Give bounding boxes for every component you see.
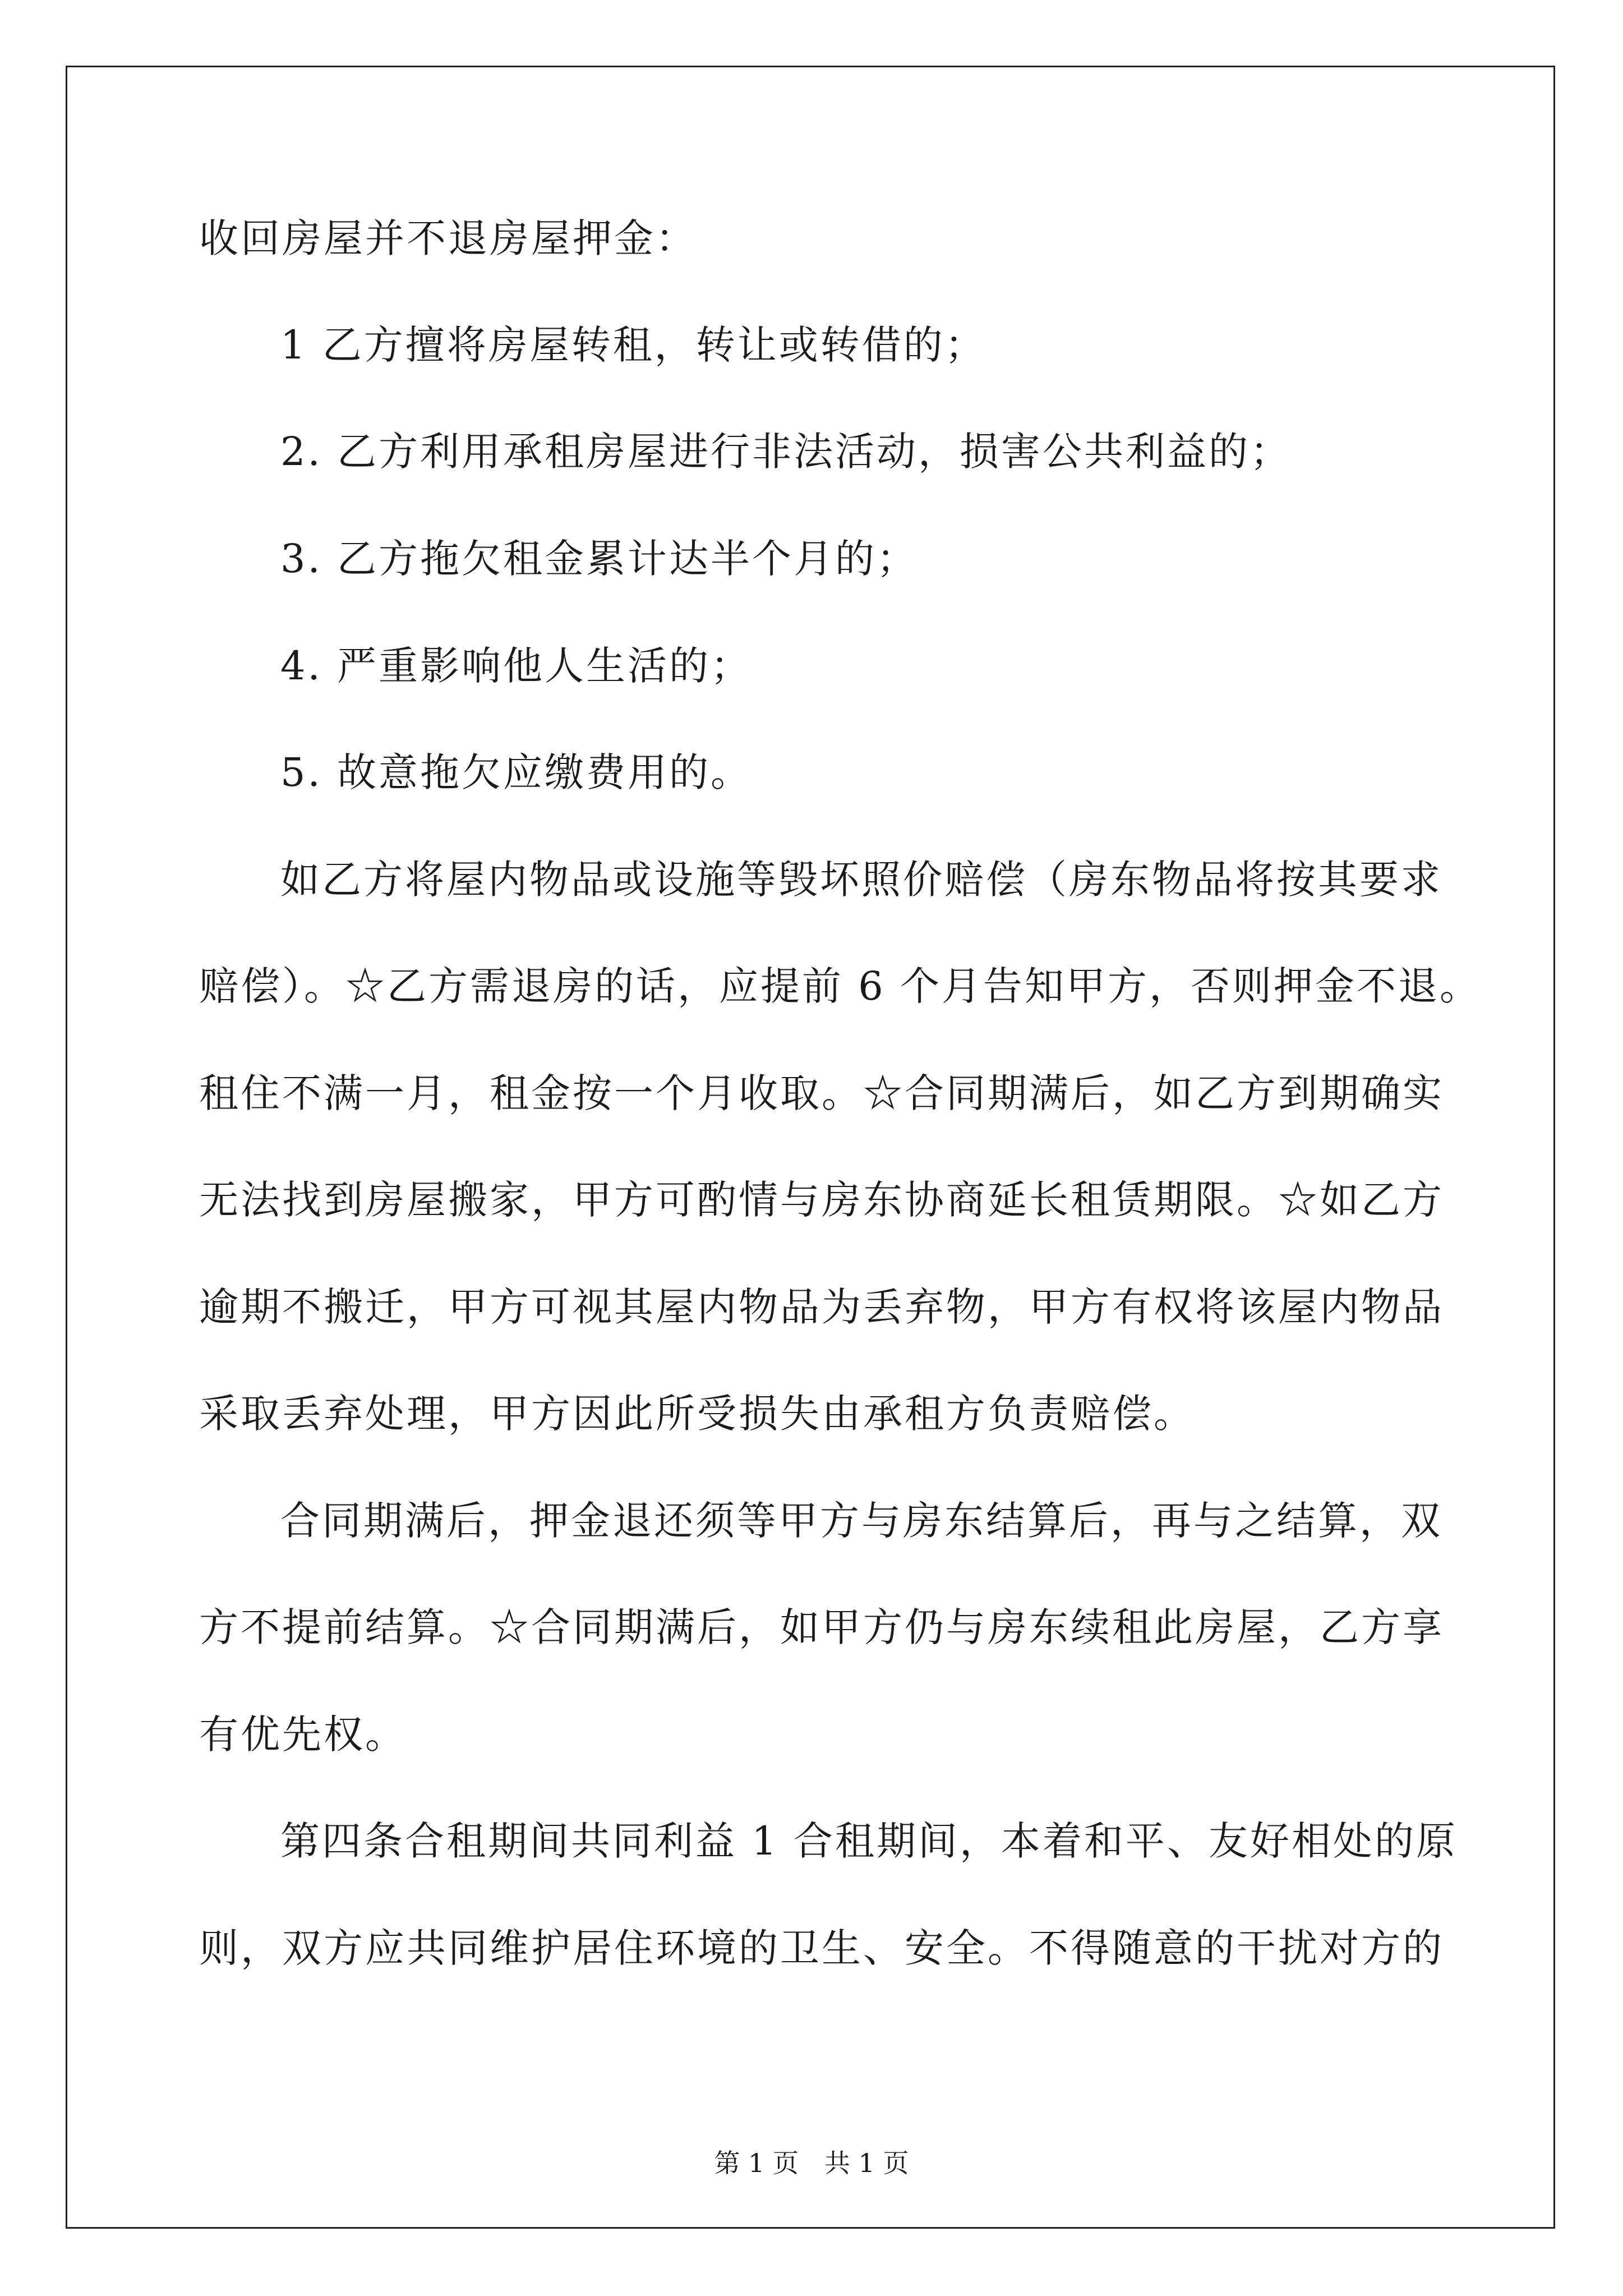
paragraph-line: 租住不满一月，租金按一个月收取。☆合同期满后，如乙方到期确实 <box>199 1070 1444 1116</box>
paragraph-line: 有优先权。 <box>199 1711 407 1757</box>
list-item-1: 1 乙方擅将房屋转租，转让或转借的； <box>280 322 986 368</box>
list-item-2: 2. 乙方利用承租房屋进行非法活动，损害公共利益的； <box>280 429 1292 475</box>
paragraph-line: 合同期满后，押金退还须等甲方与房东结算后，再与之结算，双 <box>280 1498 1442 1544</box>
page-number: 第 1 页 共 1 页 <box>714 2148 909 2178</box>
paragraph-line: 无法找到房屋搬家，甲方可酌情与房东协商延长租赁期限。☆如乙方 <box>199 1177 1444 1223</box>
paragraph-line: 如乙方将屋内物品或设施等毁坏照价赔偿（房东物品将按其要求 <box>280 857 1442 903</box>
paragraph-line: 则，双方应共同维护居住环境的卫生、安全。不得随意的干扰对方的 <box>199 1925 1444 1971</box>
list-item-5: 5. 故意拖欠应缴费用的。 <box>280 749 753 795</box>
page-footer <box>0 2147 1623 2179</box>
list-item-3: 3. 乙方拖欠租金累计达半个月的； <box>280 536 919 582</box>
list-item-4: 4. 严重影响他人生活的； <box>280 643 753 689</box>
paragraph-line: 赔偿）。☆乙方需退房的话，应提前 6 个月告知甲方，否则押金不退。 <box>199 963 1482 1009</box>
paragraph-line: 第四条合租期间共同利益 1 合租期间，本着和平、友好相处的原 <box>280 1818 1458 1864</box>
paragraph-line: 采取丢弃处理，甲方因此所受损失由承租方负责赔偿。 <box>199 1391 1195 1437</box>
paragraph-line: 方不提前结算。☆合同期满后，如甲方仍与房东续租此房屋，乙方享 <box>199 1604 1444 1650</box>
page-border <box>66 66 1555 2229</box>
paragraph-line: 逾期不搬迁，甲方可视其屋内物品为丢弃物，甲方有权将该屋内物品 <box>199 1284 1444 1330</box>
text-line: 收回房屋并不退房屋押金： <box>199 215 697 261</box>
